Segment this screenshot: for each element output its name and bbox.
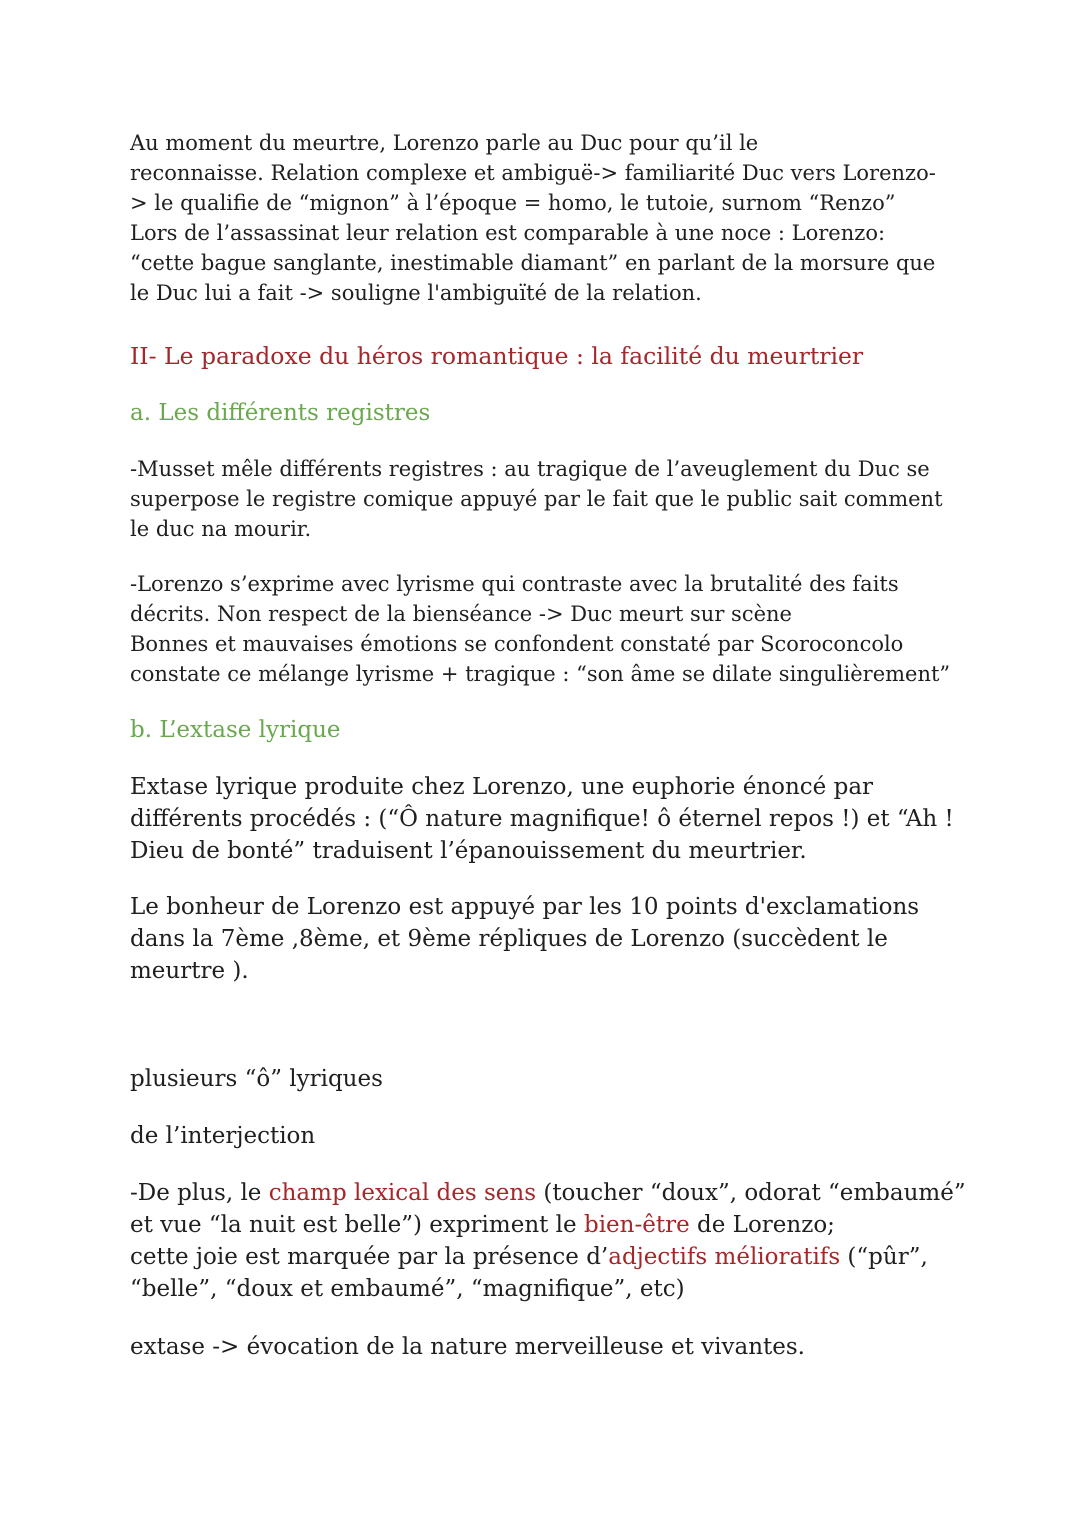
- intro-line: le Duc lui a fait -> souligne l'ambiguïté de la relation.: [130, 281, 702, 305]
- note-line: de l’interjection: [130, 1123, 316, 1149]
- highlight-adjectifs: adjectifs mélioratifs: [608, 1244, 841, 1270]
- sens-paragraph: [130, 1177, 966, 1305]
- intro-line: > le qualifie de “mignon” à l’époque = homo, le tutoie, surnom “Renzo”: [130, 191, 896, 215]
- lyrisme-paragraph: [130, 569, 950, 689]
- subsection-heading: a. Les différents registres: [130, 400, 431, 426]
- lyrisme-line: constate ce mélange lyrisme + tragique : “son âme se dilate singulièrement”: [130, 662, 951, 686]
- intro-line: “cette bague sanglante, inestimable diamant” en parlant de la morsure que: [130, 251, 936, 275]
- highlight-champ-lexical: champ lexical des sens: [268, 1180, 537, 1206]
- bonheur-line: dans la 7ème ,8ème, et 9ème répliques de Lorenzo (succèdent le: [130, 926, 888, 952]
- note-line: plusieurs “ô” lyriques: [130, 1066, 383, 1092]
- bonheur-line: Le bonheur de Lorenzo est appuyé par les 10 points d'exclamations: [130, 894, 920, 920]
- lyrisme-line: Bonnes et mauvaises émotions se confondent constaté par Scoroconcolo: [130, 632, 904, 656]
- extase-line: Extase lyrique produite chez Lorenzo, une euphorie énoncé par: [130, 774, 874, 800]
- sens-line: “belle”, “doux et embaumé”, “magnifique”, etc): [130, 1276, 685, 1302]
- extase-line: Dieu de bonté” traduisent l’épanouissement du meurtrier.: [130, 838, 807, 864]
- sens-line: -De plus, le champ lexical des sens (toucher “doux”, odorat “embaumé”: [130, 1180, 966, 1206]
- subsection-heading: b. L’extase lyrique: [130, 717, 341, 743]
- intro-line: reconnaisse. Relation complexe et ambiguë-> familiarité Duc vers Lorenzo-: [130, 161, 936, 185]
- extase-line: différents procédés : (“Ô nature magnifique! ô éternel repos !) et “Ah !: [130, 806, 954, 832]
- bonheur-paragraph: [130, 891, 919, 987]
- intro-paragraph: [130, 128, 936, 308]
- highlight-bien-etre: bien-être: [583, 1212, 690, 1238]
- registres-line: superpose le registre comique appuyé par le fait que le public sait comment: [130, 487, 943, 511]
- extase-paragraph: [130, 771, 954, 867]
- lyrisme-line: décrits. Non respect de la bienséance -> Duc meurt sur scène: [130, 602, 792, 626]
- lyrisme-line: -Lorenzo s’exprime avec lyrisme qui contraste avec la brutalité des faits: [130, 572, 899, 596]
- bonheur-line: meurtre ).: [130, 958, 249, 984]
- section-heading: II- Le paradoxe du héros romantique : la facilité du meurtrier: [130, 342, 864, 370]
- registres-paragraph: [130, 454, 943, 544]
- sens-line: et vue “la nuit est belle”) expriment le bien-être de Lorenzo;: [130, 1212, 835, 1238]
- sens-line: cette joie est marquée par la présence d’adjectifs mélioratifs (“pûr”,: [130, 1244, 928, 1270]
- registres-line: -Musset mêle différents registres : au tragique de l’aveuglement du Duc se: [130, 457, 930, 481]
- intro-line: Lors de l’assassinat leur relation est comparable à une noce : Lorenzo:: [130, 221, 886, 245]
- registres-line: le duc na mourir.: [130, 517, 312, 541]
- intro-line: Au moment du meurtre, Lorenzo parle au Duc pour qu’il le: [130, 131, 759, 155]
- final-line: extase -> évocation de la nature merveilleuse et vivantes.: [130, 1334, 805, 1360]
